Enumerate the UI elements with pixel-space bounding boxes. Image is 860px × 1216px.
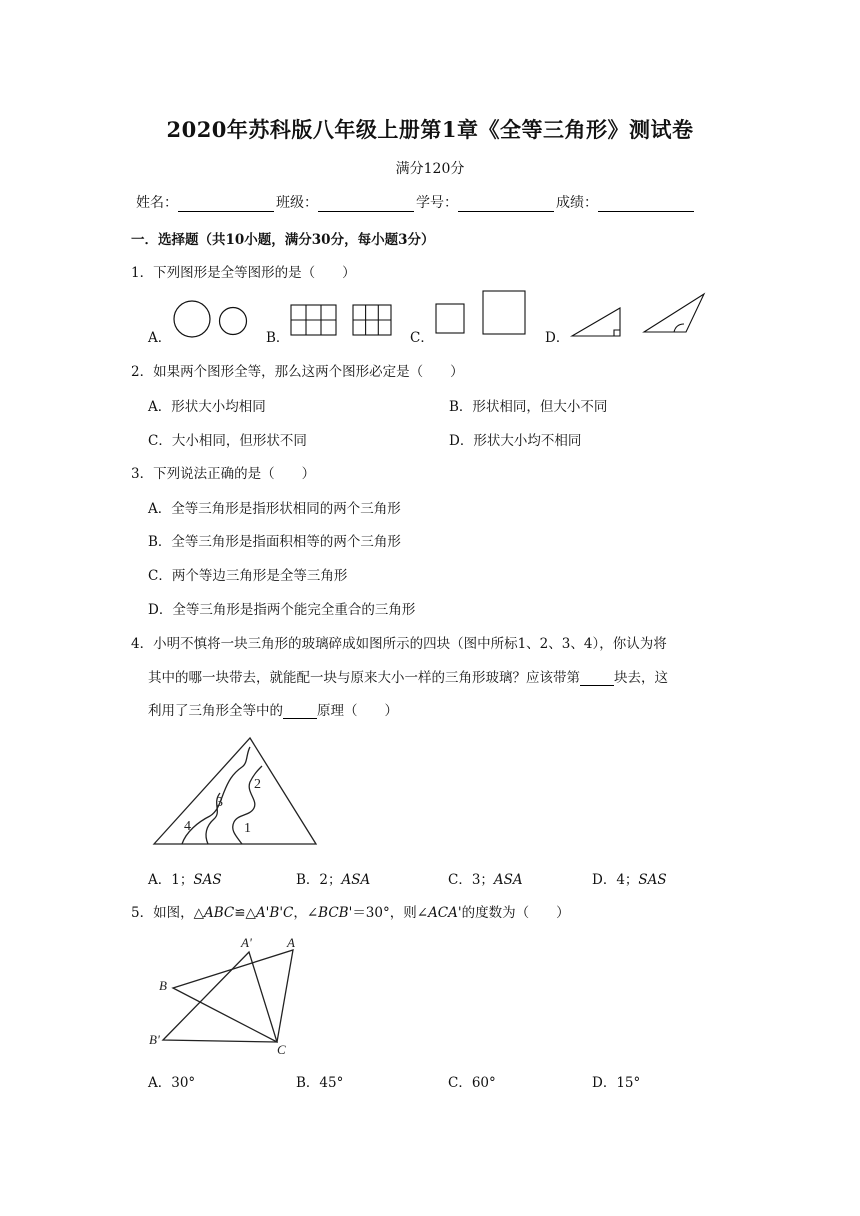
student-id-blank[interactable] <box>458 195 554 212</box>
question-4-line-2 <box>148 666 668 686</box>
q5-triangles-figure <box>145 930 305 1058</box>
q1-option-b-figure <box>290 304 400 340</box>
q2-option-d[interactable]: D．形状大小均不相同 <box>449 433 582 449</box>
q4-piece-label-2: 2 <box>254 777 261 792</box>
q5-angle-aca1: ACA' <box>428 905 462 921</box>
q1-option-c-label: C． <box>410 330 434 346</box>
q1-option-d-figure <box>570 290 710 340</box>
name-blank[interactable] <box>178 195 274 212</box>
q4-option-d-term: SAS <box>638 872 667 888</box>
q1-option-b-label: B． <box>266 330 290 346</box>
question-2-stem: 2．如果两个图形全等，那么这两个图形必定是（ ） <box>131 364 464 380</box>
q5-option-d[interactable]: D．15° <box>592 1075 641 1091</box>
q5-option-a[interactable]: A．30° <box>148 1075 196 1091</box>
question-5-stem <box>131 901 570 921</box>
q1-option-d-label: D． <box>545 330 570 346</box>
q5-stem-part-3: ≌△ <box>234 905 256 921</box>
class-blank[interactable] <box>318 195 414 212</box>
q3-option-d[interactable]: D．全等三角形是指两个能完全重合的三角形 <box>148 602 416 618</box>
q5-angle-bcb1: BCB' <box>318 905 353 921</box>
class-label: 班级： <box>276 195 318 211</box>
q5-stem-part-5: ，∠ <box>293 905 319 921</box>
score-subtitle: 满分120分 <box>395 161 465 177</box>
q4-option-a[interactable] <box>148 868 222 888</box>
q4-option-d-prefix: D．4； <box>592 872 639 888</box>
q4-broken-glass-figure <box>150 736 320 848</box>
q5-label-a-prime: A' <box>241 935 252 950</box>
q4-option-c[interactable] <box>448 868 523 888</box>
q4-piece-label-1: 1 <box>244 821 251 836</box>
q4-line-3-text-a: 利用了三角形全等中的 <box>148 703 283 719</box>
q4-option-b[interactable] <box>296 868 370 888</box>
q4-option-c-prefix: C．3； <box>448 872 494 888</box>
q1-option-c-figure <box>434 290 534 338</box>
q5-label-c: C <box>277 1042 286 1057</box>
question-1-stem: 1．下列图形是全等图形的是（ ） <box>131 265 356 281</box>
q4-line-2-text-b: 块去，这 <box>614 670 668 686</box>
q5-triangle-abc: ABC <box>203 905 235 921</box>
q4-line-3-text-b: 原理（ ） <box>317 703 398 719</box>
q5-stem-part-1: 5．如图，△ <box>131 905 204 921</box>
q4-option-a-term: SAS <box>193 872 222 888</box>
q5-label-a: A <box>287 935 295 950</box>
score-blank[interactable] <box>598 195 694 212</box>
student-info-row <box>136 192 696 212</box>
q1-option-a-label: A． <box>148 330 172 346</box>
page-title: 2020年苏科版八年级上册第1章《全等三角形》测试卷 <box>166 117 694 142</box>
q2-option-a[interactable]: A．形状大小均相同 <box>148 399 266 415</box>
q2-option-b[interactable]: B．形状相同，但大小不同 <box>449 399 608 415</box>
q4-piece-label-3: 3 <box>216 795 223 810</box>
q4-option-c-term: ASA <box>493 872 523 888</box>
q5-option-c[interactable]: C．60° <box>448 1075 496 1091</box>
q4-option-b-term: ASA <box>341 872 371 888</box>
q1-option-a-figure <box>172 298 252 340</box>
q4-line-2-text-a: 其中的哪一块带去，就能配一块与原来大小一样的三角形玻璃？应该带第 <box>148 670 580 686</box>
score-label: 成绩： <box>556 195 598 211</box>
q2-option-c[interactable]: C．大小相同，但形状不同 <box>148 433 307 449</box>
q4-blank-piece[interactable] <box>580 671 614 686</box>
q3-option-a[interactable]: A．全等三角形是指形状相同的两个三角形 <box>148 501 401 517</box>
q5-label-b: B <box>159 978 167 993</box>
name-label: 姓名： <box>136 195 178 211</box>
q5-triangle-a1b1c: A'B'C <box>255 905 294 921</box>
q4-blank-principle[interactable] <box>283 704 317 719</box>
section-heading: 一．选择题（共10小题，满分30分，每小题3分） <box>131 232 435 248</box>
q5-label-b-prime: B' <box>149 1032 160 1047</box>
q4-option-d[interactable] <box>592 868 667 888</box>
q3-option-b[interactable]: B．全等三角形是指面积相等的两个三角形 <box>148 534 401 550</box>
student-id-label: 学号： <box>416 195 458 211</box>
question-3-stem: 3．下列说法正确的是（ ） <box>131 466 316 482</box>
question-4-line-1: 4．小明不慎将一块三角形的玻璃碎成如图所示的四块（图中所标1、2、3、4），你认为将 <box>131 636 667 652</box>
q5-stem-part-9: 的度数为（ ） <box>461 905 570 921</box>
q5-stem-part-7: ＝30°，则∠ <box>352 905 429 921</box>
q4-piece-label-4: 4 <box>184 819 191 834</box>
question-4-line-3 <box>148 699 398 719</box>
q3-option-c[interactable]: C．两个等边三角形是全等三角形 <box>148 568 348 584</box>
q5-option-b[interactable]: B．45° <box>296 1075 344 1091</box>
q4-option-b-prefix: B．2； <box>296 872 342 888</box>
q4-option-a-prefix: A．1； <box>148 872 194 888</box>
